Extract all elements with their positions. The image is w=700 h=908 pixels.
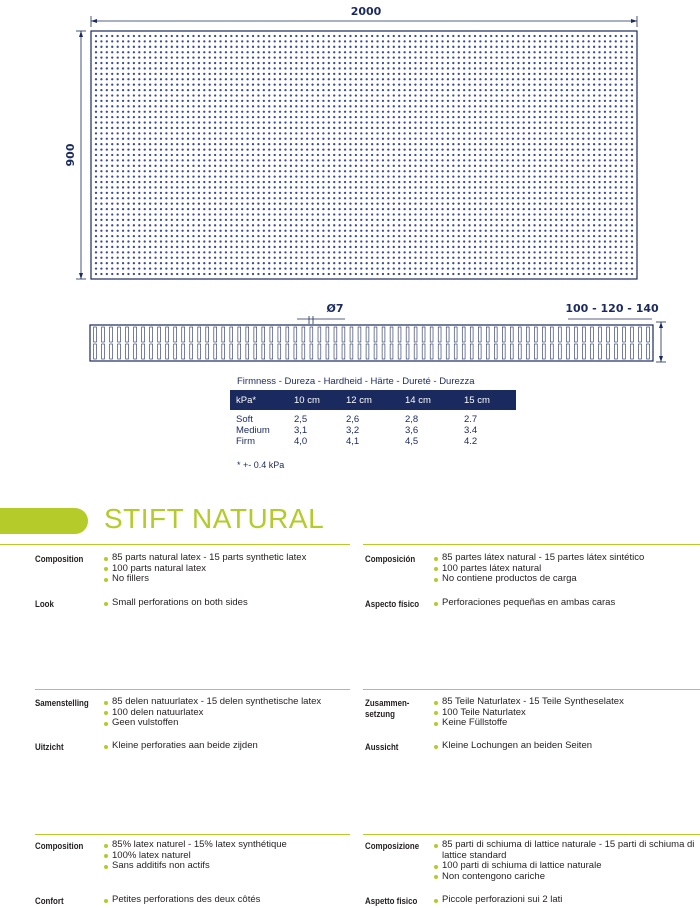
look-list-de [434, 741, 696, 752]
width-dimension: 900 [64, 143, 77, 167]
look-label-nl: Uitzicht [35, 742, 64, 752]
list-item: Perforaciones pequeñas en ambas caras [434, 598, 696, 609]
composition-list-it [434, 840, 696, 882]
composition-label-fr: Composition [35, 841, 84, 851]
header-15cm: 15 cm [458, 390, 516, 410]
divider [363, 834, 700, 835]
list-item: No fillers [104, 574, 354, 585]
list-item: Piccole perforazioni sui 2 lati [434, 895, 696, 906]
list-item: 100 parts natural latex [104, 564, 354, 575]
composition-label-nl: Samenstelling [35, 698, 89, 708]
look-label-es: Aspecto físico [365, 599, 420, 609]
composition-label-de-line2: setzung [365, 709, 395, 719]
firmness-table [230, 390, 516, 447]
list-item: 100% latex naturel [104, 851, 354, 862]
firmness-cell: 4,5 [405, 436, 419, 447]
list-item: Petites perforations des deux côtés [104, 895, 354, 906]
table-row [230, 410, 516, 425]
list-item: Keine Füllstoffe [434, 718, 696, 729]
firmness-cell: 3.4 [464, 425, 478, 436]
list-item: No contiene productos de carga [434, 574, 696, 585]
list-item: Small perforations on both sides [104, 598, 354, 609]
firmness-title: Firmness - Dureza - Hardheid - Härte - Dureté - Durezza [237, 376, 475, 387]
product-title: STIFT NATURAL [104, 503, 325, 534]
divider [363, 689, 700, 690]
firmness-cell: 3,6 [405, 425, 419, 436]
firmness-footnote: * +- 0.4 kPa [237, 460, 285, 470]
firmness-cell: 3,2 [346, 425, 360, 436]
composition-label-es: Composición [365, 554, 416, 564]
list-item: Kleine Lochungen an beiden Seiten [434, 741, 696, 752]
divider [363, 544, 700, 545]
composition-list-fr [104, 840, 354, 872]
height-options-label: 100 - 120 - 140 [565, 302, 659, 315]
firmness-cell: 2,8 [405, 414, 419, 425]
list-item: 85 delen natuurlatex - 15 delen synthetische latex [104, 697, 354, 708]
list-item: 100 parti di schiuma di lattice naturale [434, 861, 696, 872]
length-dimension: 2000 [350, 5, 382, 18]
firmness-cell: 4.2 [464, 436, 478, 447]
look-list-fr [104, 895, 354, 906]
firmness-header-row [230, 390, 516, 410]
list-item: Kleine perforaties aan beide zijden [104, 741, 354, 752]
list-item: 85% latex naturel - 15% latex synthétique [104, 840, 354, 851]
firmness-cell: 2,6 [346, 414, 360, 425]
firmness-cell: Medium [236, 425, 270, 436]
list-item: 85 parti di schiuma di lattice naturale - 15 parti di schiuma di lattice standard [434, 840, 696, 861]
composition-label-de-line1: Zusammen- [365, 698, 410, 708]
divider [35, 834, 350, 835]
divider [0, 544, 350, 545]
list-item: 100 partes látex natural [434, 564, 696, 575]
composition-list-es [434, 553, 696, 585]
firmness-cell: 2,5 [294, 414, 308, 425]
hole-diameter-label: Ø7 [326, 302, 344, 315]
look-label-it: Aspetto fisico [365, 896, 418, 906]
firmness-cell: Soft [236, 414, 253, 425]
table-row [230, 425, 516, 436]
header-14cm: 14 cm [399, 390, 458, 410]
composition-list-en [104, 553, 354, 585]
accent-tab [0, 508, 88, 534]
header-10cm: 10 cm [288, 390, 340, 410]
mattress-side-view [0, 0, 700, 380]
composition-label-it: Composizione [365, 841, 420, 851]
look-list-it [434, 895, 696, 906]
firmness-cell: 3,1 [294, 425, 308, 436]
list-item: 100 Teile Naturlatex [434, 708, 696, 719]
list-item: Sans additifs non actifs [104, 861, 354, 872]
list-item: 85 Teile Naturlatex - 15 Teile Syntheselatex [434, 697, 696, 708]
look-label-de: Aussicht [365, 742, 399, 752]
composition-list-de [434, 697, 696, 729]
composition-label-en: Composition [35, 554, 84, 564]
firmness-cell: 4,1 [346, 436, 360, 447]
look-list-en [104, 598, 354, 609]
header-kpa: kPa* [230, 390, 288, 410]
look-label-en: Look [35, 599, 54, 609]
list-item: Non contengono cariche [434, 872, 696, 883]
look-list-es [434, 598, 696, 609]
list-item: 85 parts natural latex - 15 parts synthetic latex [104, 553, 354, 564]
divider [35, 689, 350, 690]
composition-list-nl [104, 697, 354, 729]
firmness-cell: Firm [236, 436, 255, 447]
firmness-cell: 4,0 [294, 436, 308, 447]
list-item: Geen vulstoffen [104, 718, 354, 729]
list-item: 85 partes látex natural - 15 partes látex sintético [434, 553, 696, 564]
table-row [230, 436, 516, 447]
list-item: 100 delen natuurlatex [104, 708, 354, 719]
firmness-cell: 2.7 [464, 414, 478, 425]
header-12cm: 12 cm [340, 390, 399, 410]
look-list-nl [104, 741, 354, 752]
look-label-fr: Confort [35, 896, 64, 906]
